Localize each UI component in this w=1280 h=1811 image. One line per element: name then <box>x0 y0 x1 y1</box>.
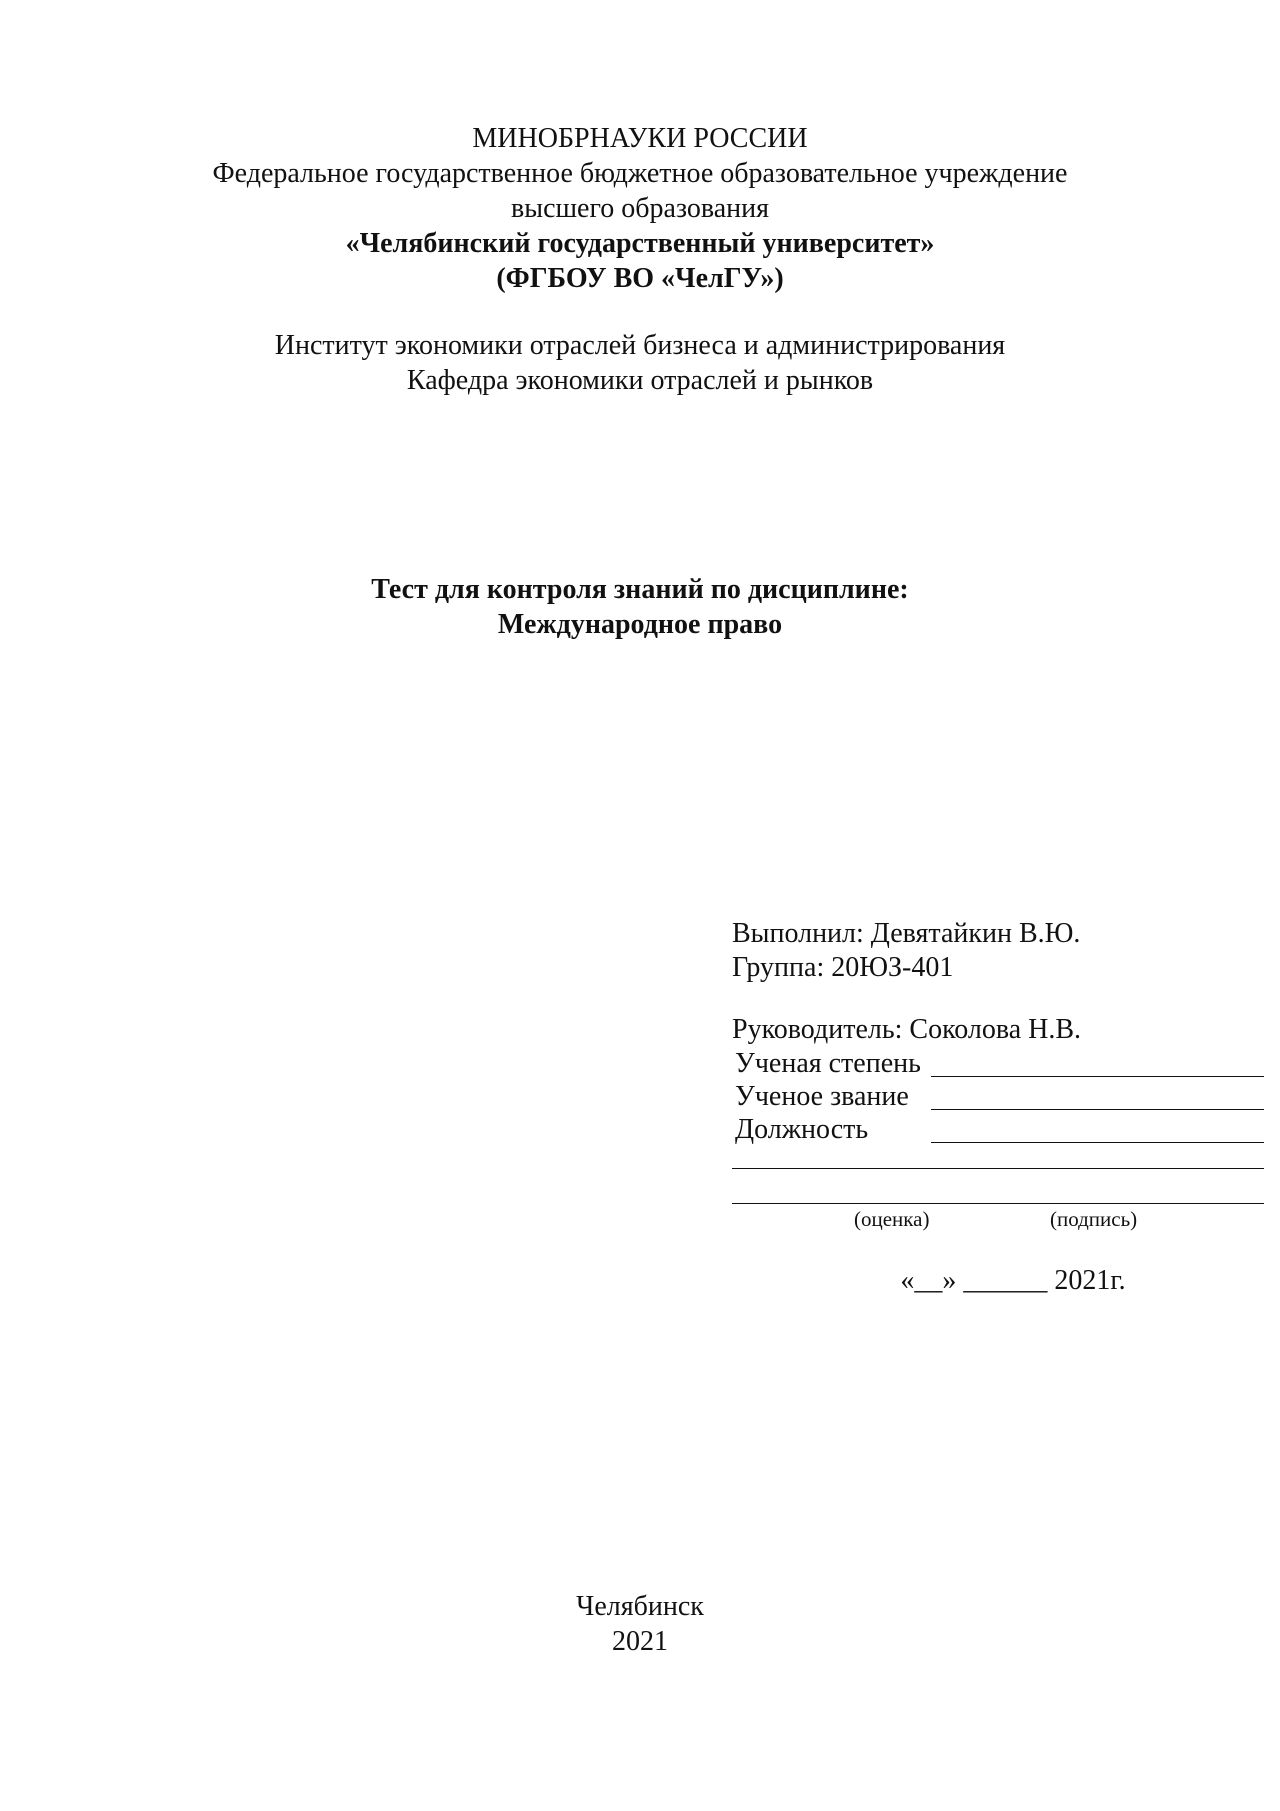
academic-title-blank <box>931 1083 1264 1110</box>
grade-signature-line <box>732 1169 1264 1204</box>
group: Группа: 20ЮЗ-401 <box>732 952 954 983</box>
degree-label: Ученая степень <box>735 1048 921 1079</box>
academic-title-field <box>732 1080 1264 1113</box>
grade-hint: (оценка) <box>854 1207 930 1231</box>
supervisor: Руководитель: Соколова Н.В. <box>732 1014 1082 1045</box>
institution-type: Федеральное государственное бюджетное образовательное учреждение <box>212 158 1068 189</box>
institute-block <box>0 328 1280 398</box>
degree-blank <box>931 1050 1264 1077</box>
ministry-name: МИНОБРНАУКИ РОССИИ <box>472 123 808 154</box>
year: 2021 <box>612 1626 668 1657</box>
city: Челябинск <box>576 1591 704 1622</box>
university-name: «Челябинский государственный университет» <box>345 228 935 259</box>
performed-by: Выполнил: Девятайкин В.Ю. <box>732 918 1081 949</box>
sign-hint: (подпись) <box>1050 1207 1138 1231</box>
title-line: Тест для контроля знаний по дисциплине: <box>371 574 909 605</box>
institute-name: Институт экономики отраслей бизнеса и администрирования <box>274 330 1006 361</box>
university-abbreviation: (ФГБОУ ВО «ЧелГУ») <box>496 263 784 294</box>
discipline-name: Международное право <box>497 609 783 640</box>
position-blank <box>931 1116 1264 1143</box>
department-name: Кафедра экономики отраслей и рынков <box>406 365 874 396</box>
education-level: высшего образования <box>511 193 769 224</box>
signature-hints <box>732 1204 1264 1230</box>
position-label: Должность <box>735 1114 869 1145</box>
degree-field <box>732 1047 1264 1080</box>
document-title <box>0 572 1280 642</box>
blank-line <box>732 1150 1264 1169</box>
signature-date: «__» ______ 2021г. <box>900 1265 1126 1296</box>
position-field <box>732 1113 1264 1146</box>
header-block <box>0 121 1280 296</box>
signature-block <box>732 917 1264 1298</box>
academic-title-label: Ученое звание <box>735 1081 909 1112</box>
footer-block <box>0 1589 1280 1659</box>
